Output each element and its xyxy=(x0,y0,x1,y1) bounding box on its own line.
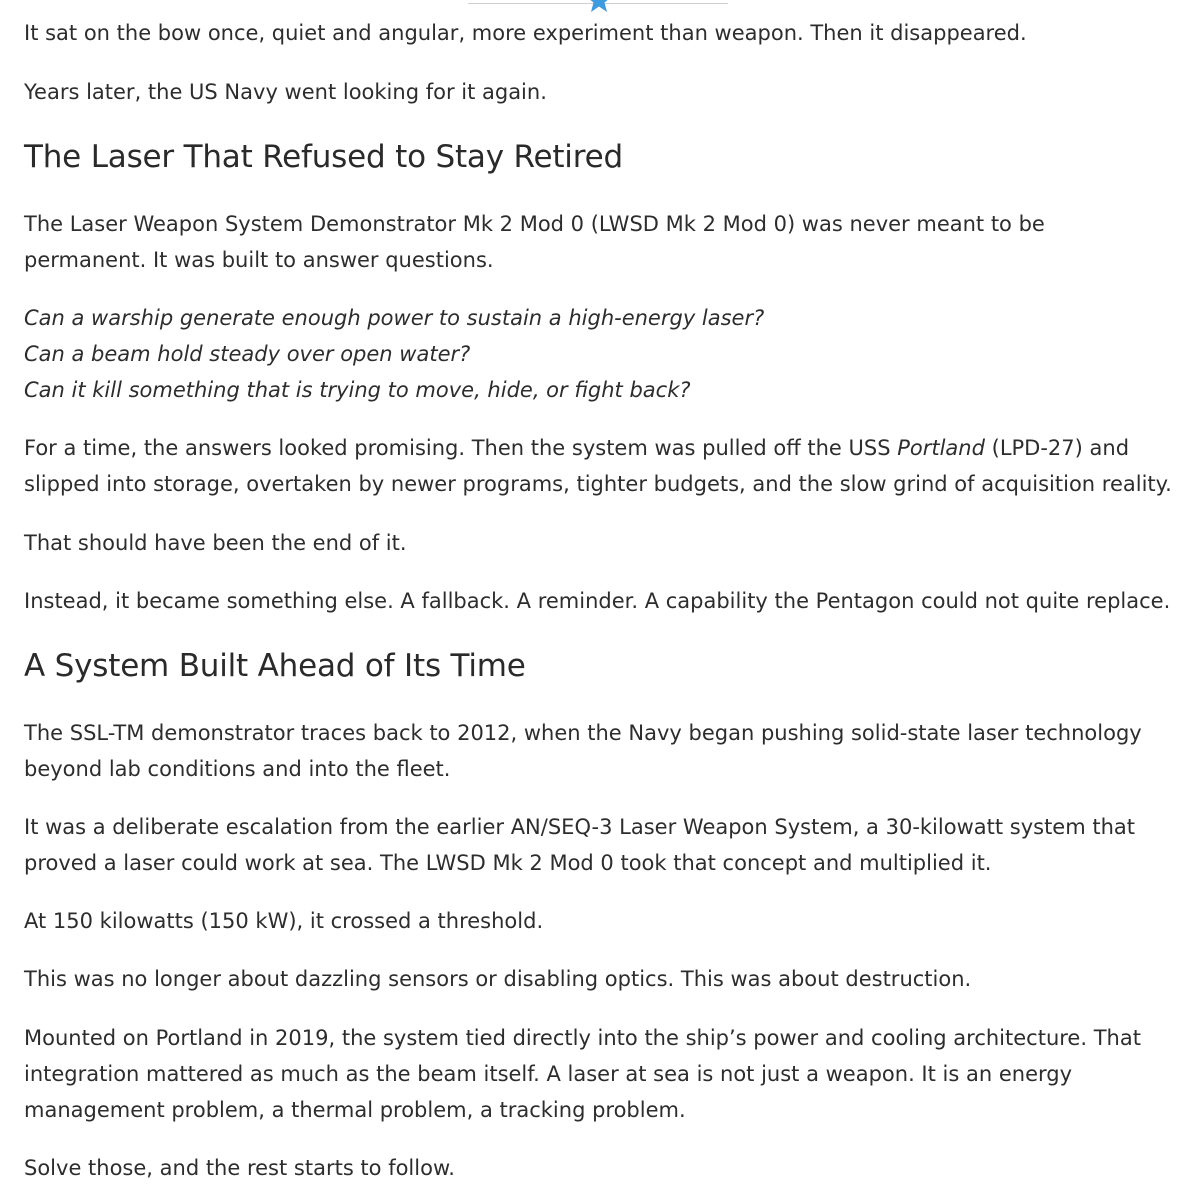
ship-name: Portland xyxy=(897,436,985,460)
paragraph-mounted-line1: Mounted on Portland in 2019, the system tied directly into the ship’s power and cooling architecture. That xyxy=(24,1026,1141,1050)
paragraph-promising-line2: slipped into storage, overtaken by newer programs, tighter budgets, and the slow grind of acquisition reality. xyxy=(24,472,1172,496)
paragraph-solve-those: Solve those, and the rest starts to follow. xyxy=(24,1156,455,1180)
question-beam: Can a beam hold steady over open water? xyxy=(24,342,471,366)
paragraph-mounted-line3: management problem, a thermal problem, a tracking problem. xyxy=(24,1098,686,1122)
paragraph-years-later: Years later, the US Navy went looking for it again. xyxy=(24,80,547,104)
paragraph-lwsd-line2: permanent. It was built to answer questions. xyxy=(24,248,494,272)
heading-system-ahead: A System Built Ahead of Its Time xyxy=(24,648,526,684)
star-icon xyxy=(585,0,613,14)
paragraph-escalation-line1: It was a deliberate escalation from the earlier AN/SEQ-3 Laser Weapon System, a 30-kilowatt system that xyxy=(24,815,1136,839)
paragraph-intro: It sat on the bow once, quiet and angular, more experiment than weapon. Then it disappeared. xyxy=(24,21,1027,45)
paragraph-threshold: At 150 kilowatts (150 kW), it crossed a threshold. xyxy=(24,909,544,933)
paragraph-fallback: Instead, it became something else. A fallback. A reminder. A capability the Pentagon could not quite replace. xyxy=(24,589,1171,613)
paragraph-ssl-tm-line2: beyond lab conditions and into the fleet. xyxy=(24,757,451,781)
paragraph-escalation-line2: proved a laser could work at sea. The LWSD Mk 2 Mod 0 took that concept and multiplied it. xyxy=(24,851,992,875)
text-segment: (LPD-27) and xyxy=(984,436,1130,460)
heading-laser-retired: The Laser That Refused to Stay Retired xyxy=(24,139,623,175)
paragraph-destruction: This was no longer about dazzling sensors or disabling optics. This was about destruction. xyxy=(24,967,972,991)
question-kill: Can it kill something that is trying to move, hide, or fight back? xyxy=(24,378,691,402)
text-segment: For a time, the answers looked promising. Then the system was pulled off the USS xyxy=(24,436,898,460)
paragraph-lwsd-line1: The Laser Weapon System Demonstrator Mk 2 Mod 0 (LWSD Mk 2 Mod 0) was never meant to be xyxy=(24,212,1045,236)
paragraph-promising-line1 xyxy=(24,430,1129,466)
question-power: Can a warship generate enough power to sustain a high-energy laser? xyxy=(24,306,765,330)
paragraph-ssl-tm-line1: The SSL-TM demonstrator traces back to 2012, when the Navy began pushing solid-state laser technology xyxy=(24,721,1142,745)
paragraph-end-of-it: That should have been the end of it. xyxy=(24,531,407,555)
paragraph-mounted-line2: integration mattered as much as the beam itself. A laser at sea is not just a weapon. It is an energy xyxy=(24,1062,1073,1086)
